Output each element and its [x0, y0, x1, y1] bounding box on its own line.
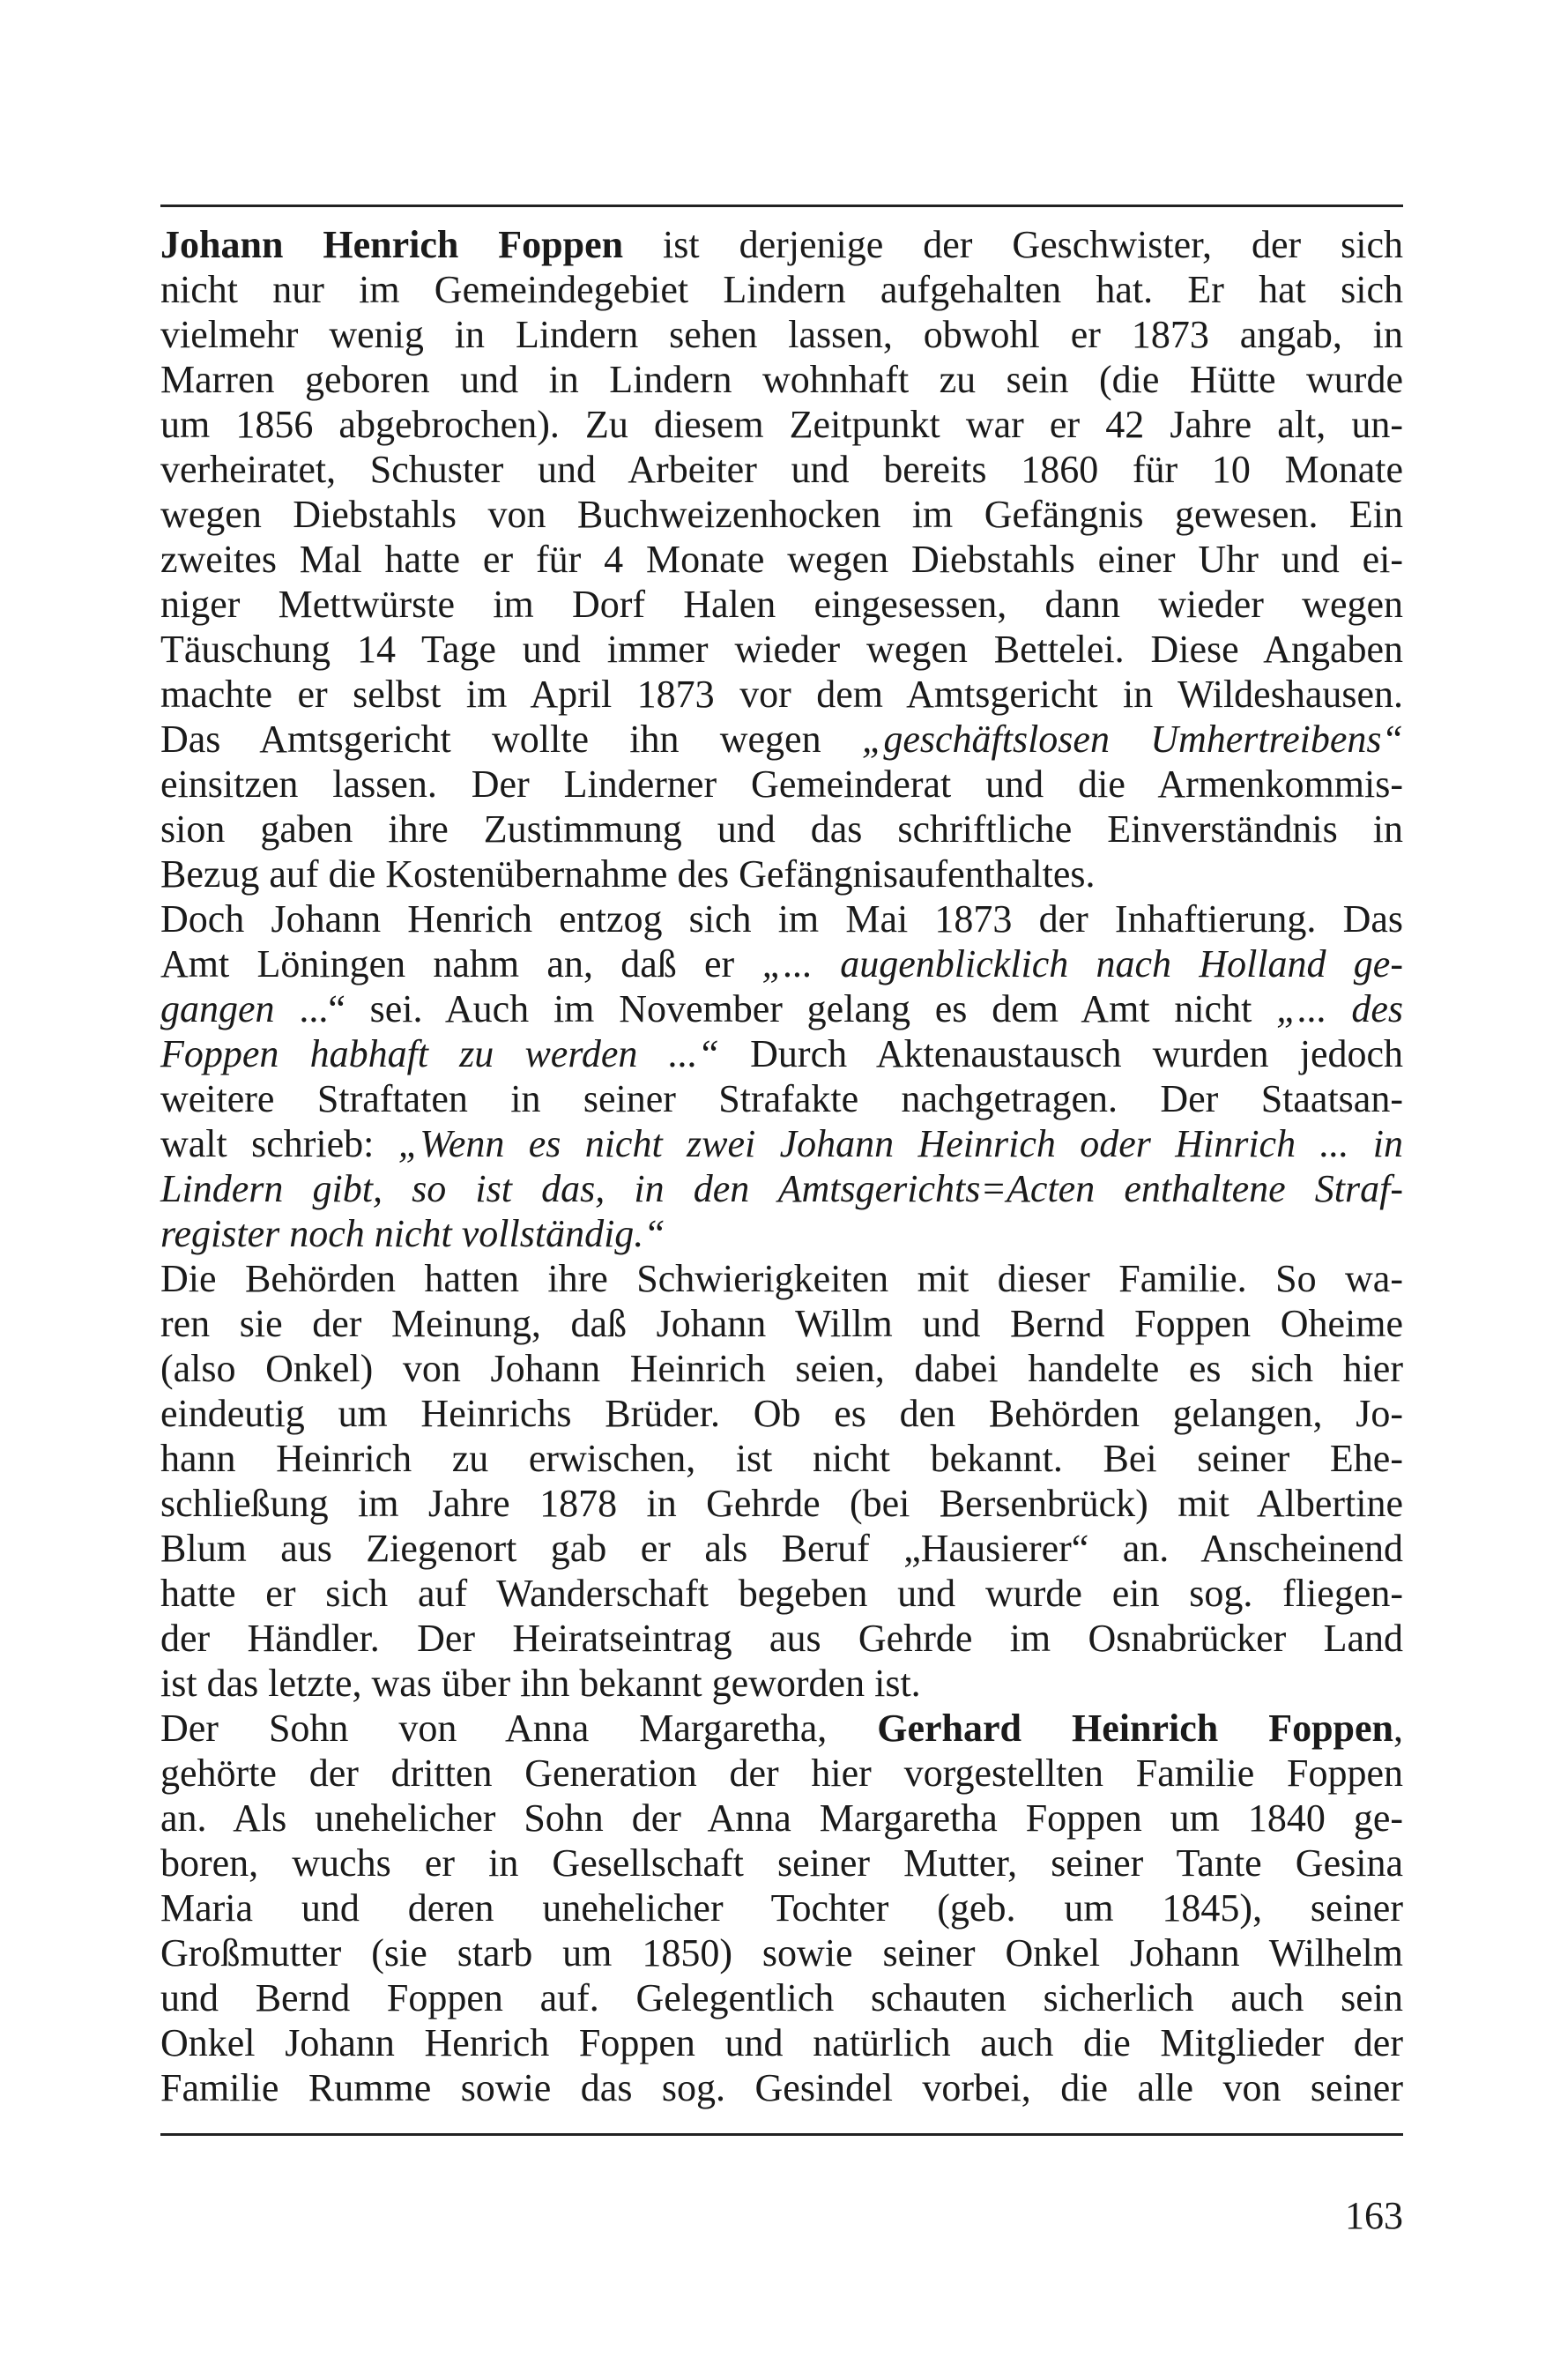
body-text	[160, 222, 1403, 2110]
text-line	[160, 1751, 1403, 1796]
text-segment: hatte er sich auf Wanderschaft begeben und wurde ein sog. fliegen-	[160, 1572, 1403, 1615]
text-segment: um 1856 abgebrochen). Zu diesem Zeitpunkt war er 42 Jahre alt, un-	[160, 403, 1403, 446]
text-segment: (also Onkel) von Johann Heinrich seien, dabei handelte es sich hier	[160, 1347, 1403, 1390]
text-segment: der Händler. Der Heiratseintrag aus Gehrde im Osnabrücker Land	[160, 1617, 1403, 1660]
text-line	[160, 1301, 1403, 1346]
text-line	[160, 267, 1403, 312]
text-line	[160, 1256, 1403, 1301]
text-segment: hann Heinrich zu erwischen, ist nicht bekannt. Bei seiner Ehe-	[160, 1437, 1403, 1480]
text-segment: Familie Rumme sowie das sog. Gesindel vorbei, die alle von seiner	[160, 2066, 1403, 2109]
text-line	[160, 762, 1403, 807]
text-segment: ren sie der Meinung, daß Johann Willm und Bernd Foppen Oheime	[160, 1302, 1403, 1345]
text-line	[160, 896, 1403, 941]
text-segment: weitere Straftaten in seiner Strafakte nachgetragen. Der Staatsan-	[160, 1077, 1403, 1120]
text-line	[160, 941, 1403, 986]
text-segment: zweites Mal hatte er für 4 Monate wegen Diebstahls einer Uhr und ei-	[160, 538, 1403, 581]
text-line	[160, 717, 1403, 762]
text-segment: gehörte der dritten Generation der hier vorgestellten Familie Foppen	[160, 1752, 1403, 1795]
italic-quote: „geschäftslosen Umhertreibens“	[861, 718, 1403, 761]
text-line	[160, 2065, 1403, 2110]
text-segment: Marren geboren und in Lindern wohnhaft zu sein (die Hütte wurde	[160, 358, 1403, 401]
text-segment: nicht nur im Gemeindegebiet Lindern aufgehalten hat. Er hat sich	[160, 268, 1403, 311]
text-segment: Onkel Johann Henrich Foppen und natürlich auch die Mitglieder der	[160, 2021, 1403, 2064]
text-segment: Durch Aktenaustausch wurden jedoch	[719, 1032, 1403, 1075]
text-line	[160, 1975, 1403, 2020]
text-line	[160, 627, 1403, 672]
text-segment: Täuschung 14 Tage und immer wieder wegen Bettelei. Diese Angaben	[160, 628, 1403, 671]
italic-quote: register noch nicht vollständig.“	[160, 1212, 665, 1255]
text-line	[160, 1661, 1403, 1706]
text-line	[160, 1571, 1403, 1616]
text-line	[160, 537, 1403, 582]
text-line	[160, 1930, 1403, 1975]
italic-quote: „... des	[1276, 987, 1403, 1030]
text-segment: und Bernd Foppen auf. Gelegentlich schauten sicherlich auch sein	[160, 1976, 1403, 2019]
text-line	[160, 2020, 1403, 2065]
text-segment: walt schrieb:	[160, 1122, 398, 1165]
text-segment: Blum aus Ziegenort gab er als Beruf „Hausierer“ an. Anscheinend	[160, 1527, 1403, 1570]
italic-quote: Lindern gibt, so ist das, in den Amtsgerichts=Acten enthaltene Straf-	[160, 1167, 1403, 1210]
text-segment: wegen Diebstahls von Buchweizenhocken im Gefängnis gewesen. Ein	[160, 493, 1403, 536]
text-segment: einsitzen lassen. Der Linderner Gemeinderat und die Armenkommis-	[160, 762, 1403, 806]
text-line	[160, 1076, 1403, 1121]
text-line	[160, 447, 1403, 492]
text-line	[160, 1166, 1403, 1211]
italic-quote: gangen	[160, 987, 275, 1030]
text-segment: sion gaben ihre Zustimmung und das schriftliche Einverständnis in	[160, 807, 1403, 851]
text-segment: Bezug auf die Kostenübernahme des Gefängnisaufenthaltes.	[160, 852, 1096, 896]
bold-name: Johann Henrich Foppen	[160, 223, 624, 266]
text-line	[160, 222, 1403, 267]
italic-quote: „... augenblicklich nach Holland ge-	[761, 942, 1403, 985]
text-segment: niger Mettwürste im Dorf Halen eingesessen, dann wieder wegen	[160, 583, 1403, 626]
text-segment: Maria und deren unehelicher Tochter (geb. um 1845), seiner	[160, 1886, 1403, 1930]
text-line	[160, 357, 1403, 402]
text-segment: boren, wuchs er in Gesellschaft seiner Mutter, seiner Tante Gesina	[160, 1841, 1403, 1885]
text-segment: an. Als unehelicher Sohn der Anna Margaretha Foppen um 1840 ge-	[160, 1796, 1403, 1840]
text-segment: ...“ sei. Auch im November gelang es dem Amt nicht	[274, 987, 1277, 1030]
text-line	[160, 1481, 1403, 1526]
text-line	[160, 807, 1403, 852]
text-line	[160, 986, 1403, 1031]
text-line	[160, 1391, 1403, 1436]
text-segment: Doch Johann Henrich entzog sich im Mai 1873 der Inhaftierung. Das	[160, 897, 1403, 941]
text-segment: ist das letzte, was über ihn bekannt geworden ist.	[160, 1662, 921, 1705]
text-segment: Die Behörden hatten ihre Schwierigkeiten mit dieser Familie. So wa-	[160, 1257, 1403, 1300]
text-segment: verheiratet, Schuster und Arbeiter und bereits 1860 für 10 Monate	[160, 448, 1403, 491]
text-segment: ist derjenige der Geschwister, der sich	[623, 223, 1403, 266]
text-line	[160, 492, 1403, 537]
text-segment: Amt Löningen nahm an, daß er	[160, 942, 762, 985]
italic-quote: „Wenn es nicht zwei Johann Heinrich oder Hinrich ... in	[397, 1122, 1403, 1165]
bold-name: Gerhard Heinrich Foppen	[877, 1707, 1394, 1750]
text-line	[160, 1796, 1403, 1841]
text-line	[160, 1121, 1403, 1166]
text-line	[160, 312, 1403, 357]
text-segment: schließung im Jahre 1878 in Gehrde (bei Bersenbrück) mit Albertine	[160, 1482, 1403, 1525]
text-line	[160, 852, 1403, 896]
top-rule	[160, 205, 1403, 207]
text-line	[160, 1031, 1403, 1076]
text-line	[160, 402, 1403, 447]
text-segment: eindeutig um Heinrichs Brüder. Ob es den Behörden gelangen, Jo-	[160, 1392, 1403, 1435]
text-line	[160, 1526, 1403, 1571]
bottom-rule	[160, 2133, 1403, 2136]
text-line	[160, 1885, 1403, 1930]
italic-quote: Foppen habhaft zu werden ...“	[160, 1032, 719, 1075]
text-segment: ,	[1393, 1707, 1404, 1750]
text-line	[160, 1616, 1403, 1661]
text-line	[160, 1706, 1403, 1751]
text-line	[160, 672, 1403, 717]
text-line	[160, 1211, 1403, 1256]
text-segment: Der Sohn von Anna Margaretha,	[160, 1707, 878, 1750]
text-line	[160, 1841, 1403, 1885]
page-number: 163	[1345, 2194, 1403, 2237]
text-line	[160, 1346, 1403, 1391]
text-line	[160, 582, 1403, 627]
text-segment: vielmehr wenig in Lindern sehen lassen, obwohl er 1873 angab, in	[160, 313, 1403, 356]
text-segment: Das Amtsgericht wollte ihn wegen	[160, 718, 862, 761]
text-segment: machte er selbst im April 1873 vor dem Amtsgericht in Wildeshausen.	[160, 673, 1403, 716]
text-segment: Großmutter (sie starb um 1850) sowie seiner Onkel Johann Wilhelm	[160, 1931, 1403, 1975]
text-line	[160, 1436, 1403, 1481]
